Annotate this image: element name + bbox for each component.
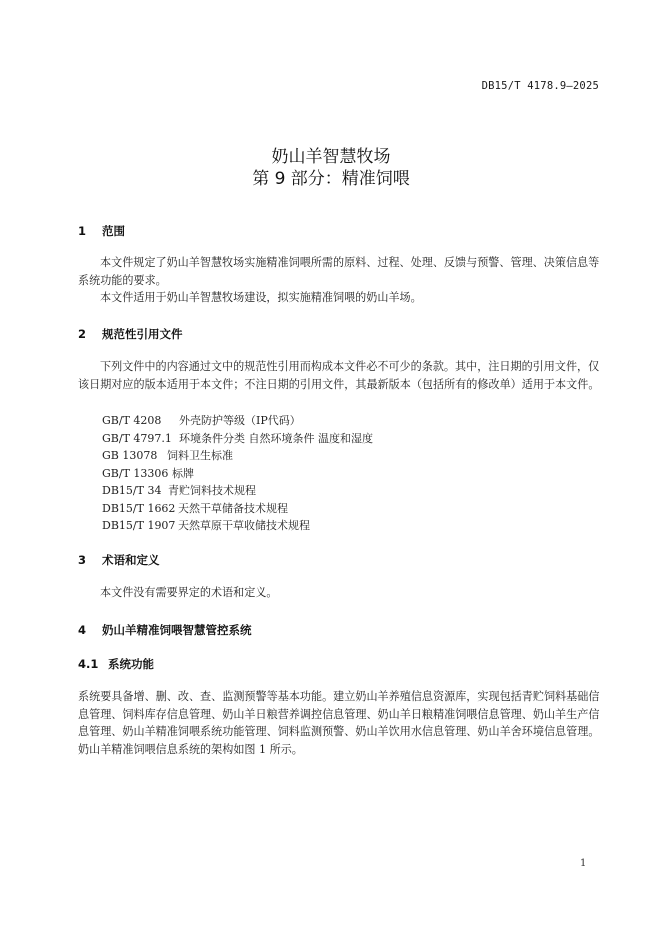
reference-code: DB15/T 1662 (102, 502, 176, 515)
standard-number: DB15/T 4178.9—2025 (481, 80, 599, 92)
reference-code: DB15/T 34 (102, 484, 162, 497)
reference-title: 外壳防护等级（IP代码） (179, 414, 301, 427)
document-title: 奶山羊智慧牧场 (271, 147, 391, 167)
reference-code: GB/T 4797.1 (102, 432, 172, 445)
section-4-heading (78, 622, 252, 638)
reference-item (102, 465, 194, 481)
reference-item (102, 517, 310, 533)
reference-title: 天然草原干草收储技术规程 (178, 519, 310, 532)
reference-code: GB/T 13306 (102, 467, 169, 480)
section-title: 规范性引用文件 (102, 327, 183, 341)
document-subtitle: 第 9 部分：精准饲喂 (252, 169, 410, 189)
reference-code: GB/T 4208 (102, 414, 162, 427)
reference-item (102, 412, 301, 428)
reference-item (102, 447, 233, 463)
section-1-heading (78, 223, 125, 239)
reference-code: DB15/T 1907 (102, 519, 176, 532)
subsection-4-1-heading (78, 656, 154, 672)
reference-title: 饲料卫生标准 (167, 449, 233, 462)
section-number: 1 (78, 224, 87, 238)
reference-item (102, 430, 373, 446)
reference-item (102, 482, 256, 498)
section-number: 4 (78, 623, 87, 637)
reference-title: 青贮饲料技术规程 (168, 484, 256, 497)
paragraph: 本文件适用于奶山羊智慧牧场建设，拟实施精准饲喂的奶山羊场。 (100, 291, 422, 304)
section-number: 2 (78, 327, 87, 341)
section-title: 范围 (102, 224, 125, 238)
paragraph: 本文件规定了奶山羊智慧牧场实施精准饲喂所需的原料、过程、处理、反馈与预警、管理、决策信息等系统功能的要求。 (78, 256, 600, 287)
section-3-heading (78, 552, 160, 568)
paragraph: 本文件没有需要界定的术语和定义。 (100, 586, 278, 599)
paragraph: 下列文件中的内容通过文中的规范性引用而构成本文件必不可少的条款。其中，注日期的引用文件，仅该日期对应的版本适用于本文件；不注日期的引用文件，其最新版本（包括所有的修改单）适用于本文件。 (78, 360, 600, 391)
reference-title: 天然干草储备技术规程 (178, 502, 288, 515)
subsection-title: 系统功能 (108, 657, 154, 671)
page-number: 1 (580, 858, 587, 869)
reference-title: 标牌 (172, 467, 194, 480)
section-title: 术语和定义 (102, 553, 160, 567)
reference-item (102, 500, 288, 516)
section-2-heading (78, 326, 183, 342)
subsection-number: 4.1 (78, 657, 99, 671)
reference-code: GB 13078 (102, 449, 158, 462)
paragraph: 系统要具备增、删、改、查、监测预警等基本功能。建立奶山羊养殖信息资源库，实现包括青贮饲料基础信息管理、饲料库存信息管理、奶山羊日粮营养调控信息管理、奶山羊日粮精准饲喂信息管理、奶山羊生产信息管理、奶山羊精准饲喂系统功能管理、饲料监测预警、奶山羊饮用水信息管理、奶山羊舍环境信息管理。奶山羊精准饲喂信息系统的架构如图 1 所示。 (78, 690, 600, 756)
reference-title: 环境条件分类 自然环境条件 温度和湿度 (179, 432, 373, 445)
section-title: 奶山羊精准饲喂智慧管控系统 (102, 623, 252, 637)
section-number: 3 (78, 553, 87, 567)
